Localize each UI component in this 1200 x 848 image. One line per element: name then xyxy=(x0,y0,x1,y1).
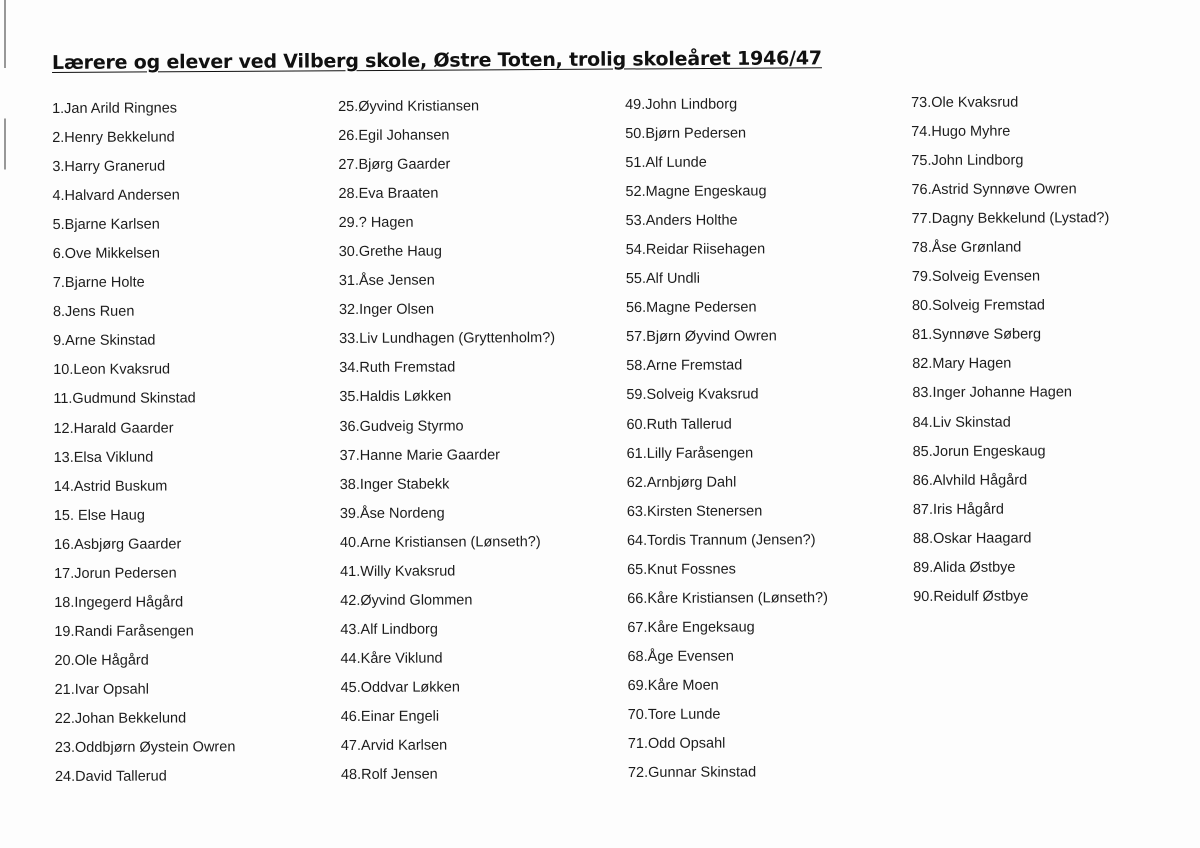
list-item: 4.Halvard Andersen xyxy=(52,187,180,205)
list-item: 26.Egil Johansen xyxy=(338,127,450,145)
list-item: 48.Rolf Jensen xyxy=(340,766,438,784)
list-item: 6.Ove Mikkelsen xyxy=(52,245,160,263)
list-item: 67.Kåre Engeksaug xyxy=(627,619,755,636)
list-item: 69.Kåre Moen xyxy=(627,677,719,694)
list-item: 74.Hugo Myhre xyxy=(911,123,1011,141)
list-item: 66.Kåre Kristiansen (Lønseth?) xyxy=(627,589,828,607)
list-item: 25.Øyvind Kristiansen xyxy=(338,98,480,115)
list-item: 80.Solveig Fremstad xyxy=(911,297,1045,315)
list-item: 76.Astrid Synnøve Owren xyxy=(911,181,1077,199)
list-item: 18.Ingegerd Hågård xyxy=(54,594,184,611)
list-item: 62.Arnbjørg Dahl xyxy=(626,474,737,491)
list-item: 89.Alida Østbye xyxy=(913,559,1016,576)
name-list-column-2 xyxy=(338,92,557,790)
list-item: 71.Odd Opsahl xyxy=(627,735,726,753)
name-list-column-4 xyxy=(911,88,1111,612)
list-item: 59.Solveig Kvaksrud xyxy=(626,386,759,404)
list-item: 45.Oddvar Løkken xyxy=(340,679,460,696)
list-item: 58.Arne Fremstad xyxy=(626,357,743,375)
list-item: 53.Anders Holthe xyxy=(625,212,738,230)
list-item: 12.Harald Gaarder xyxy=(53,419,174,437)
list-item: 9.Arne Skinstad xyxy=(53,332,156,350)
page-title: Lærere og elever ved Vilberg skole, Østre Toten, trolig skoleåret 1946/47 xyxy=(51,47,822,74)
list-item: 73.Ole Kvaksrud xyxy=(911,94,1019,111)
list-item: 11.Gudmund Skinstad xyxy=(53,390,196,408)
list-item: 57.Bjørn Øyvind Owren xyxy=(626,328,777,346)
list-item: 33.Liv Lundhagen (Gryttenholm?) xyxy=(339,330,556,348)
list-item: 64.Tordis Trannum (Jensen?) xyxy=(626,531,816,549)
list-item: 1.Jan Arild Ringnes xyxy=(52,100,178,117)
list-item: 65.Knut Fossnes xyxy=(627,561,736,578)
list-item: 10.Leon Kvaksrud xyxy=(53,361,171,379)
list-item: 23.Oddbjørn Øystein Owren xyxy=(54,739,236,757)
list-item: 87.Iris Hågård xyxy=(912,501,1004,518)
list-item: 17.Jorun Pedersen xyxy=(54,565,177,582)
list-item: 70.Tore Lunde xyxy=(627,706,721,723)
list-item: 61.Lilly Faråsengen xyxy=(626,445,754,462)
name-list-column-3 xyxy=(625,90,829,788)
list-item: 34.Ruth Fremstad xyxy=(339,359,456,377)
name-list-column-1 xyxy=(52,94,236,792)
list-item: 24.David Tallerud xyxy=(54,768,167,786)
list-item: 14.Astrid Buskum xyxy=(53,478,168,495)
list-item: 46.Einar Engeli xyxy=(340,708,440,725)
scan-edge-mark xyxy=(4,0,6,848)
list-item: 2.Henry Bekkelund xyxy=(52,129,175,147)
list-item: 84.Liv Skinstad xyxy=(912,414,1011,431)
list-item: 51.Alf Lunde xyxy=(625,154,707,172)
list-item: 28.Eva Braaten xyxy=(338,185,439,203)
list-item: 35.Haldis Løkken xyxy=(339,388,452,406)
list-item: 56.Magne Pedersen xyxy=(625,299,757,317)
list-item: 44.Kåre Viklund xyxy=(340,650,443,667)
list-item: 85.Jorun Engeskaug xyxy=(912,442,1046,460)
list-item: 37.Hanne Marie Gaarder xyxy=(339,446,501,464)
list-item: 41.Willy Kvaksrud xyxy=(340,563,456,580)
list-item: 27.Bjørg Gaarder xyxy=(338,156,451,174)
list-item: 83.Inger Johanne Hagen xyxy=(912,384,1073,402)
list-item: 42.Øyvind Glommen xyxy=(340,592,473,609)
list-item: 78.Åse Grønland xyxy=(911,239,1022,257)
list-item: 75.John Lindborg xyxy=(911,152,1024,170)
list-item: 68.Åge Evensen xyxy=(627,648,734,665)
list-item: 49.John Lindborg xyxy=(625,96,738,113)
list-item: 55.Alf Undli xyxy=(625,270,701,288)
list-item: 81.Synnøve Søberg xyxy=(912,326,1042,344)
list-item: 36.Gudveig Styrmo xyxy=(339,417,464,435)
list-item: 54.Reidar Riisehagen xyxy=(625,241,766,259)
list-item: 8.Jens Ruen xyxy=(52,303,135,321)
list-item: 31.Åse Jensen xyxy=(338,272,435,290)
list-item: 88.Oskar Haagard xyxy=(912,530,1032,547)
list-item: 20.Ole Hågård xyxy=(54,652,149,669)
list-item: 5.Bjarne Karlsen xyxy=(52,216,160,234)
list-item: 16.Asbjørg Gaarder xyxy=(53,536,182,553)
list-item: 77.Dagny Bekkelund (Lystad?) xyxy=(911,210,1110,228)
list-item: 29.? Hagen xyxy=(338,214,414,232)
list-item: 82.Mary Hagen xyxy=(912,355,1012,373)
list-item: 38.Inger Stabekk xyxy=(339,476,450,493)
list-item: 3.Harry Granerud xyxy=(52,158,166,176)
list-item: 21.Ivar Opsahl xyxy=(54,681,149,698)
list-item: 50.Bjørn Pedersen xyxy=(625,125,747,143)
list-item: 43.Alf Lindborg xyxy=(340,621,438,638)
list-item: 13.Elsa Viklund xyxy=(53,449,154,466)
list-item: 30.Grethe Haug xyxy=(338,243,442,261)
list-item: 79.Solveig Evensen xyxy=(911,268,1041,286)
list-item: 32.Inger Olsen xyxy=(338,301,435,319)
list-item: 47.Arvid Karlsen xyxy=(340,737,448,755)
list-item: 7.Bjarne Holte xyxy=(52,274,145,292)
list-item: 72.Gunnar Skinstad xyxy=(627,764,757,782)
list-item: 60.Ruth Tallerud xyxy=(626,416,732,433)
list-item: 52.Magne Engeskaug xyxy=(625,183,767,201)
list-item: 19.Randi Faråsengen xyxy=(54,623,194,640)
list-item: 40.Arne Kristiansen (Lønseth?) xyxy=(339,533,541,551)
list-item: 90.Reidulf Østbye xyxy=(913,588,1029,605)
list-item: 63.Kirsten Stenersen xyxy=(626,503,763,520)
list-item: 15. Else Haug xyxy=(53,507,145,524)
list-item: 86.Alvhild Hågård xyxy=(912,472,1028,489)
list-item: 39.Åse Nordeng xyxy=(339,505,445,522)
list-item: 22.Johan Bekkelund xyxy=(54,710,187,727)
